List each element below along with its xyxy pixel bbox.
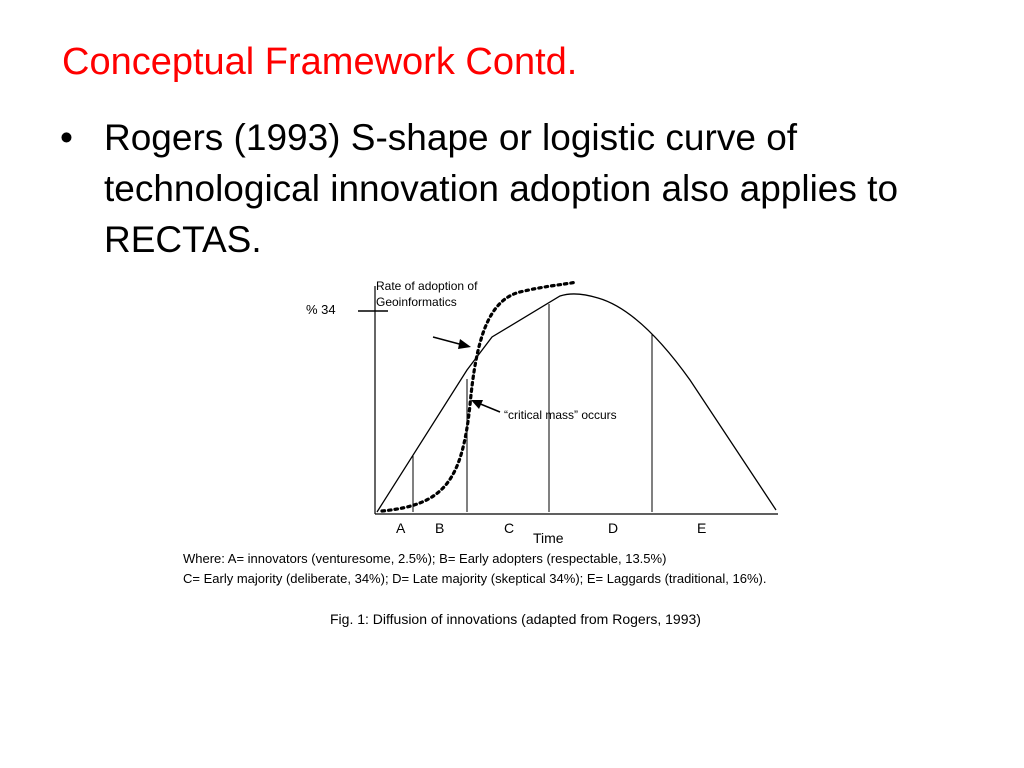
segment-label-c: C <box>504 520 515 536</box>
segment-label-b: B <box>435 520 445 536</box>
rate-arrow-shaft <box>433 337 463 345</box>
legend-line-1: Where: A= innovators (venturesome, 2.5%); B= Early adopters (respectable, 13.5%) <box>183 551 667 566</box>
bullet-text: Rogers (1993) S-shape or logistic curve of technological innovation adoption also applies to RECTAS. <box>104 117 899 260</box>
s-curve <box>382 282 577 511</box>
bullet-dot: • <box>60 117 73 158</box>
rate-arrow-head <box>458 339 471 349</box>
segment-label-e: E <box>697 520 707 536</box>
rate-label-line2: Geoinformatics <box>376 295 457 309</box>
y-tick-label: % 34 <box>306 302 336 317</box>
slide-title: Conceptual Framework Contd. <box>62 41 578 83</box>
critical-mass-label: “critical mass” occurs <box>504 408 617 422</box>
x-axis-label: Time <box>533 530 564 546</box>
legend-line-2: C= Early majority (deliberate, 34%); D= Late majority (skeptical 34%); E= Laggards (traditional, 16%). <box>183 571 767 586</box>
figure-caption: Fig. 1: Diffusion of innovations (adapted from Rogers, 1993) <box>330 611 701 627</box>
bell-curve <box>377 294 776 512</box>
rate-label-line1: Rate of adoption of <box>376 279 478 293</box>
critical-mass-arrow-shaft <box>478 403 500 412</box>
segment-label-a: A <box>396 520 406 536</box>
segment-label-d: D <box>608 520 619 536</box>
